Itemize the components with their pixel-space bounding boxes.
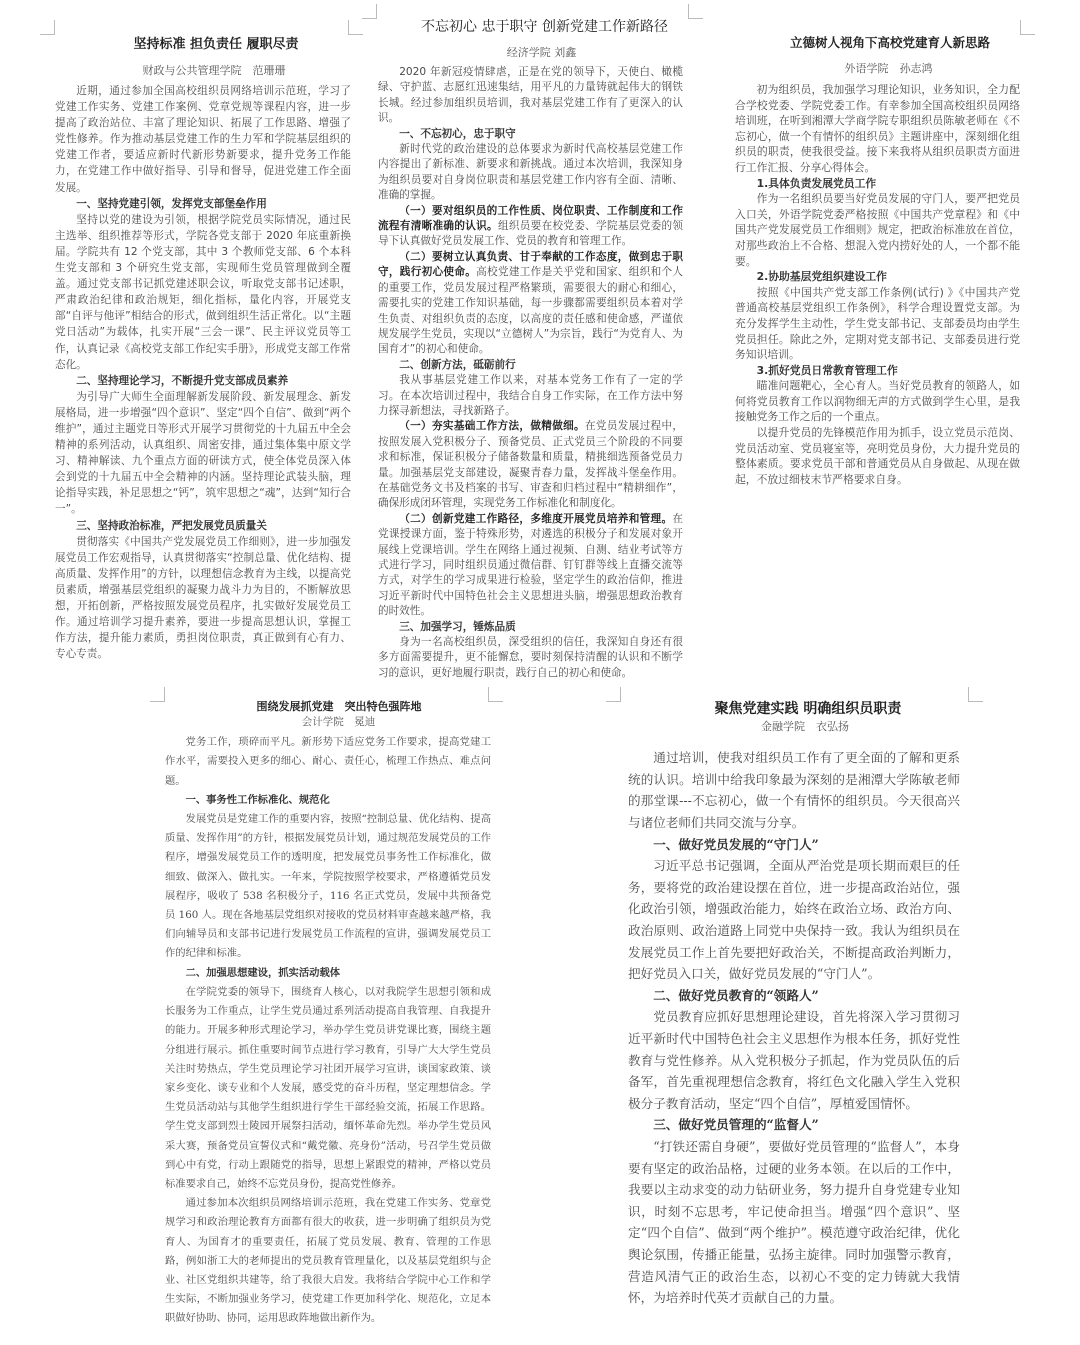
article-title: 立德树人视角下高校党建育人新思路 [789, 35, 990, 50]
article-panel [628, 699, 960, 1308]
section-heading: 一、做好党员发展的“守门人” [653, 836, 819, 852]
paragraph: 通过参加本次组织员网络培训示范班，我在党建工作实务、党章党规学习和政治理论教育方面都有很大的收获，进一步明确了组织员为党育人、为国育才的重要责任，拓展了党员发展、教育、管理的工作思路，例如浙工大的老师提出的党员教育管理量化，以及基层党组织与企业、社区党组织共建等，给了我很大启发。我将结合学院中心工作和学生实际，不断加强业务学习，使党建工作更加科学化、规范化，立足本职做好协助、协同，运用思政阵地做出新作为。 [165, 1197, 491, 1325]
article-title: 坚持标准 担负责任 履职尽责 [133, 37, 299, 52]
crop-mark [1020, 20, 1035, 35]
section-heading: 2.协助基层党组织建设工作 [756, 270, 887, 284]
article-byline: 经济学院 刘鑫 [506, 46, 577, 59]
article-panel [55, 36, 351, 662]
paragraph: 以提升党员的先锋模范作用为抓手，设立党员示范岗、党员活动室、党员寝室等，亮明党员身份，大力提升党员的整体素质。要求党员干部和普通党员从自身做起、从现在做起，不放过细枝末节严格要求自身。 [735, 426, 1020, 486]
paragraph: 我从事基层党建工作以来，对基本党务工作有了一定的学习。在本次培训过程中，我结合自身工作实际，在工作方法中努力探寻新想法，寻找新路子。 [378, 374, 683, 417]
paragraph: 坚持以党的建设为引领，根据学院党员实际情况，通过民主选举、组织推荐等形式，学院各党支部于 2020 年底重新换届。学院共有 12 个党支部，其中 3 个教师党支部、6 个本科生党支部和 3 个研究生党支部，实现师生党员管理做到全覆盖。通过党支部书记抓党建述职会议，听取党支部书记述职，严肃政治纪律和政治规矩，细化指标，量化内容，开展党支部“自评与他评”相结合的形式，做到组织生活正常化。以“主题党日活动”为载体，扎实开展“三会一课”、民主评议党员等工作，认真记录《高校党支部工作纪实手册》，形成党支部工作常态化。 [55, 213, 351, 371]
crop-mark [606, 687, 621, 702]
bottom-row [0, 699, 1080, 1344]
paragraph: 习近平总书记强调，全面从严治党是项长期而艰巨的任务，要将党的政治建设摆在首位，进一步提高政治站位，强化政治引领，增强政治能力，始终在政治立场、政治方向、政治原则、政治道路上同党中央保持一致。我认为组织员在发展党员工作上首先要把好政治关，不断提高政治判断力，把好党员入口关，做好党员发展的“守门人”。 [628, 858, 960, 982]
article-title: 围绕发展抓党建 突出特色强阵地 [256, 700, 422, 714]
crop-mark [348, 20, 363, 35]
paragraph: 作为一名组织员要当好党员发展的守门人，要严把党员入口关，外语学院党委严格按照《中国共产党章程》和《中国共产党发展党员工作细则》规定，把政治标准放在首位，对那些政治上不合格、想混入党内捞好处的人，一个都不能要。 [735, 192, 1020, 268]
paragraph: 2020 年新冠疫情肆虐，正是在党的领导下，天使白、橄榄绿、守护蓝、志愿红迅速集结，用平凡的力量铸就起伟大的钢铁长城。经过参加组织员培训，我对基层党建工作有了更深入的认识。 [378, 66, 683, 125]
paragraph: 通过培训，使我对组织员工作有了更全面的了解和更系统的认识。培训中给我印象最为深刻的是湘潭大学陈敏老师的那堂课---不忘初心，做一个有情怀的组织员。今天很高兴与诸位老师们共同交流与分享。 [628, 750, 960, 831]
section-heading: 三、加强学习，锤炼品质 [399, 620, 516, 633]
paragraph: 身为一名高校组织员，深受组织的信任，我深知自身还有很多方面需要提升，更不能懈怠，要时刻保持清醒的认识和不断学习的意识，更好地履行职责，践行自己的初心和使命。 [378, 636, 683, 679]
section-heading: 二、做好党员教育的“领路人” [653, 987, 819, 1003]
paragraph: 初为组织员，我加强学习理论知识，业务知识，全力配合学校党委、学院党委工作。有幸参加全国高校组织员网络培训班，在听到湘潭大学商学院专职组织员陈敏老师在《不忘初心，做一个有情怀的组织员》主题讲座中，深刻细化组织员的职责，使我很受益。接下来我将从组织员职责方面进行工作汇报、分享心得体会。 [735, 83, 1020, 174]
paragraph: 为引导广大师生全面理解新发展阶段、新发展理念、新发展格局，进一步增强“四个意识”、坚定“四个自信”、做到“两个维护”，通过主题党日等形式开展学习贯彻党的十九届五中全会精神的系列活动，认真组织、周密安排，通过集体集中原文学习、精神解读、九个重点方面的研读方式，使全体党员深入体会到党的十九届五中全会精神的内涵。坚持理论武装头脑，理论指导实践，补足思想之“钙”，筑牢思想之“魂”，达到“知行合一”。 [55, 390, 351, 516]
paragraph: 党务工作，琐碎而平凡。新形势下适应党务工作要求，提高党建工作水平，需要投入更多的细心、耐心、责任心，梳理工作热点、难点问题。 [165, 736, 491, 787]
article-byline: 财政与公共管理学院 范珊珊 [142, 64, 286, 77]
crop-mark [688, 4, 703, 19]
paragraph: 按照《中国共产党支部工作条例(试行) 》《中国共产党普通高校基层党组织工作条例》，科学合理设置党支部。为充分发挥学生主动性，学生党支部书记、支部委员均由学生党员担任。除此之外，定期对党支部书记、支部委员进行党务知识培训。 [735, 285, 1020, 362]
paragraph-text: 高校党建工作是关乎党和国家、组织和个人的重要工作，党员发展过程严格繁琐，需要很大的耐心和细心，需要扎实的党建工作知识基础，每一步骤都需要组织员本着对学生负责、对组织负责的态度，以高度的责任感和使命感，严谨依规发展学生党员，实现以“立德树人”为宗旨，践行“为党育人、为国育才”的初心和使命。 [378, 266, 684, 356]
paragraph-text: 在党员发展过程中，按照发展入党积极分子、预备党员、正式党员三个阶段的不同要求和标准，保证积极分子储备数量和质量，精挑细选预备党员力量。加强基层党支部建设，凝聚青春力量，发挥战斗堡垒作用。在基础党务文书及档案的书写、审查和归档过程中“精耕细作”，确保形成闭环管理，实现党务工作标准化和制度化。 [378, 420, 684, 510]
section-heading: 1.具体负责发展党员工作 [756, 176, 877, 190]
paragraph-text: 组织员要在校党委、学院基层党委的领导下认真做好党员发展工作、党员的教育和管理工作。 [378, 220, 684, 248]
paragraph: 贯彻落实《中国共产党发展党员工作细则》，进一步加强发展党员工作宏观指导，认真贯彻落实“控制总量、优化结构、提高质量、发挥作用”的方针，以理想信念教育为主线，以提高党员素质，增强基层党组织的凝聚力战斗力为目的，不断解放思想，开拓创新，严格按照发展党员程序，扎实做好发展党员工作。通过培训学习提升素养，要进一步提高思想认识，掌握工作方法，提升能力素质，勇担岗位职责，真正做到有心有力、专心专责。 [55, 535, 351, 661]
article-panel [378, 18, 683, 681]
paragraph: 瞄准问题靶心，全心育人。当好党员教育的领路人，如何将党员教育工作以润物细无声的方式做到学生心里，是我接触党务工作之后的一个重点。 [735, 379, 1020, 424]
paragraph-text: 在党课授课方面，鉴于特殊形势，对遴选的积极分子和发展对象开展线上党课培训。学生在网络上通过视频、自测、结业考试等方式进行学习，同时组织员通过微信群、钉钉群等线上直播交流等方式，对学生的学习成果进行检验，坚定学生的政治信仰，推进习近平新时代中国特色社会主义思想进头脑，增强思想政治教育的时效性。 [378, 512, 683, 618]
section-heading: 3.抓好党员日常教育管理工作 [756, 363, 898, 377]
crop-mark [362, 4, 377, 19]
section-heading: 一、坚持党建引领，发挥党支部堡垒作用 [76, 197, 267, 210]
paragraph: 发展党员是党建工作的重要内容，按照“控制总量、优化结构、提高质量、发挥作用”的方针，根据发展党员计划，通过规范发展党员的工作程序，增强发展党员工作的透明度，把发展党员事务性工作标准化，做细致、做深入、做扎实。一年来，学院按照学校要求，严格遵循党员发展程序，吸收了 538 名积极分子，116 名正式党员，发展中共预备党员 160 人。现在各地基层党组织对接收的党员材料审查越来越严格，我们向辅导员和支部书记进行发展党员工作流程的宣讲，强调发展党员工作的纪律和标准。 [165, 813, 491, 960]
paragraph: “打铁还需自身硬”，要做好党员管理的“监督人”，本身要有坚定的政治品格，过硬的业务本领。在以后的工作中，我要以主动求变的动力钻研业务，努力提升自身党建专业知识，时刻不忘思考，牢记使命担当。增强“四个意识”、坚定“四个自信”、做到“两个维护”。模范遵守政治纪律，优化舆论氛围，传播正能量，弘扬主旋律。同时加强警示教育，营造风清气正的政治生态，以初心不变的定力铸就大我情怀，为培养时代英才贡献自己的力量。 [628, 1138, 960, 1306]
paragraph-lead: （二）要树立认真负责、甘于奉献的工作态度，做到忠于职守，践行初心使命。 [378, 250, 683, 279]
section-heading: 二、加强思想建设，抓实活动载体 [185, 966, 341, 979]
crop-mark [968, 687, 983, 702]
section-heading: 一、不忘初心，忠于职守 [399, 127, 516, 140]
paragraph: 新时代党的政治建设的总体要求为新时代高校基层党建工作内容提出了新标准、新要求和新挑战。通过本次培训，我深知身为组织员要对自身岗位职责和基层党建工作内容有全面、清晰、准确的掌握。 [378, 143, 683, 202]
paragraph [378, 512, 683, 620]
section-heading: 三、坚持政治标准，严把发展党员质量关 [76, 519, 267, 532]
article-byline: 会计学院 冕迪 [301, 716, 376, 729]
crop-mark [150, 687, 165, 702]
article-panel [165, 699, 491, 1328]
section-heading: 二、创新方法，砥砺前行 [399, 358, 516, 371]
section-heading: 二、坚持理论学习，不断提升党支部成员素养 [76, 374, 289, 387]
article-title: 不忘初心 忠于职守 创新党建工作新路径 [421, 19, 668, 35]
paragraph [378, 250, 683, 358]
crop-mark [40, 20, 55, 35]
article-title: 聚焦党建实践 明确组织员职责 [714, 701, 902, 718]
paragraph [378, 204, 683, 250]
paragraph-lead: （一）要对组织员的工作性质、岗位职责、工作制度和工作流程有清晰准确的认识。 [378, 204, 683, 233]
paragraph: 党员教育应抓好思想理论建设，首先将深入学习贯彻习近平新时代中国特色社会主义思想作为根本任务，抓好党性教育与党性修养。从入党积极分子抓起，作为党员队伍的后备军，首先重视理想信念教育，将红色文化融入学生入党积极分子教育活动，坚定“四个自信”，厚植爱国情怀。 [628, 1009, 960, 1111]
paragraph: 在学院党委的领导下，围绕育人核心，以对我院学生思想引领和成长服务为工作重点，让学生党员通过系列活动提高自我管理、自我提升的能力。开展多种形式理论学习，举办学生党员讲党课比赛，围绕主题分组进行展示。抓住重要时间节点进行学习教育，引导广大大学生党员关注时势热点，学生党员理论学习社团开展学习宣讲，谈国家政策、谈家乡变化、谈专业和个人发展，感受党的奋斗历程，坚定理想信念。学生党员活动站与其他学生组织进行学生干部经验交流，拓展工作思路。学生党支部到烈士陵园开展祭扫活动，缅怀革命先烈。举办学生党员风采大赛，预备党员宣誓仪式和“戴党徽、亮身份”活动，号召学生党员做到心中有党，行动上跟随党的指导，思想上紧跟党的精神，严格以党员标准要求自己，始终不忘党员身份，提高党性修养。 [165, 985, 491, 1190]
paragraph [378, 419, 683, 511]
article-panel [735, 34, 1020, 487]
article-byline: 外语学院 孙志鸿 [844, 62, 933, 75]
section-heading: 一、事务性工作标准化、规范化 [185, 793, 330, 806]
article-byline: 金融学院 衣弘扬 [761, 720, 849, 734]
paragraph-lead: （一）夯实基础工作方法，做精做细。 [399, 420, 585, 433]
section-heading: 三、做好党员管理的“监督人” [653, 1117, 819, 1133]
paragraph-lead: （二）创新党建工作路径，多维度开展党员培养和管理。 [399, 512, 673, 525]
paragraph: 近期，通过参加全国高校组织员网络培训示范班，学习了党建工作实务、党建工作案例、党章党规等课程内容，进一步提高了政治站位、丰富了理论知识、拓展了工作思路、增强了党性修养。作为推动基层党建工作的生力军和学院基层组织的党建工作者，要适应新时代新形势新要求，提升党务工作能力，在党建工作中做好指导、引导和督导，促进党建工作全面发展。 [55, 85, 351, 194]
